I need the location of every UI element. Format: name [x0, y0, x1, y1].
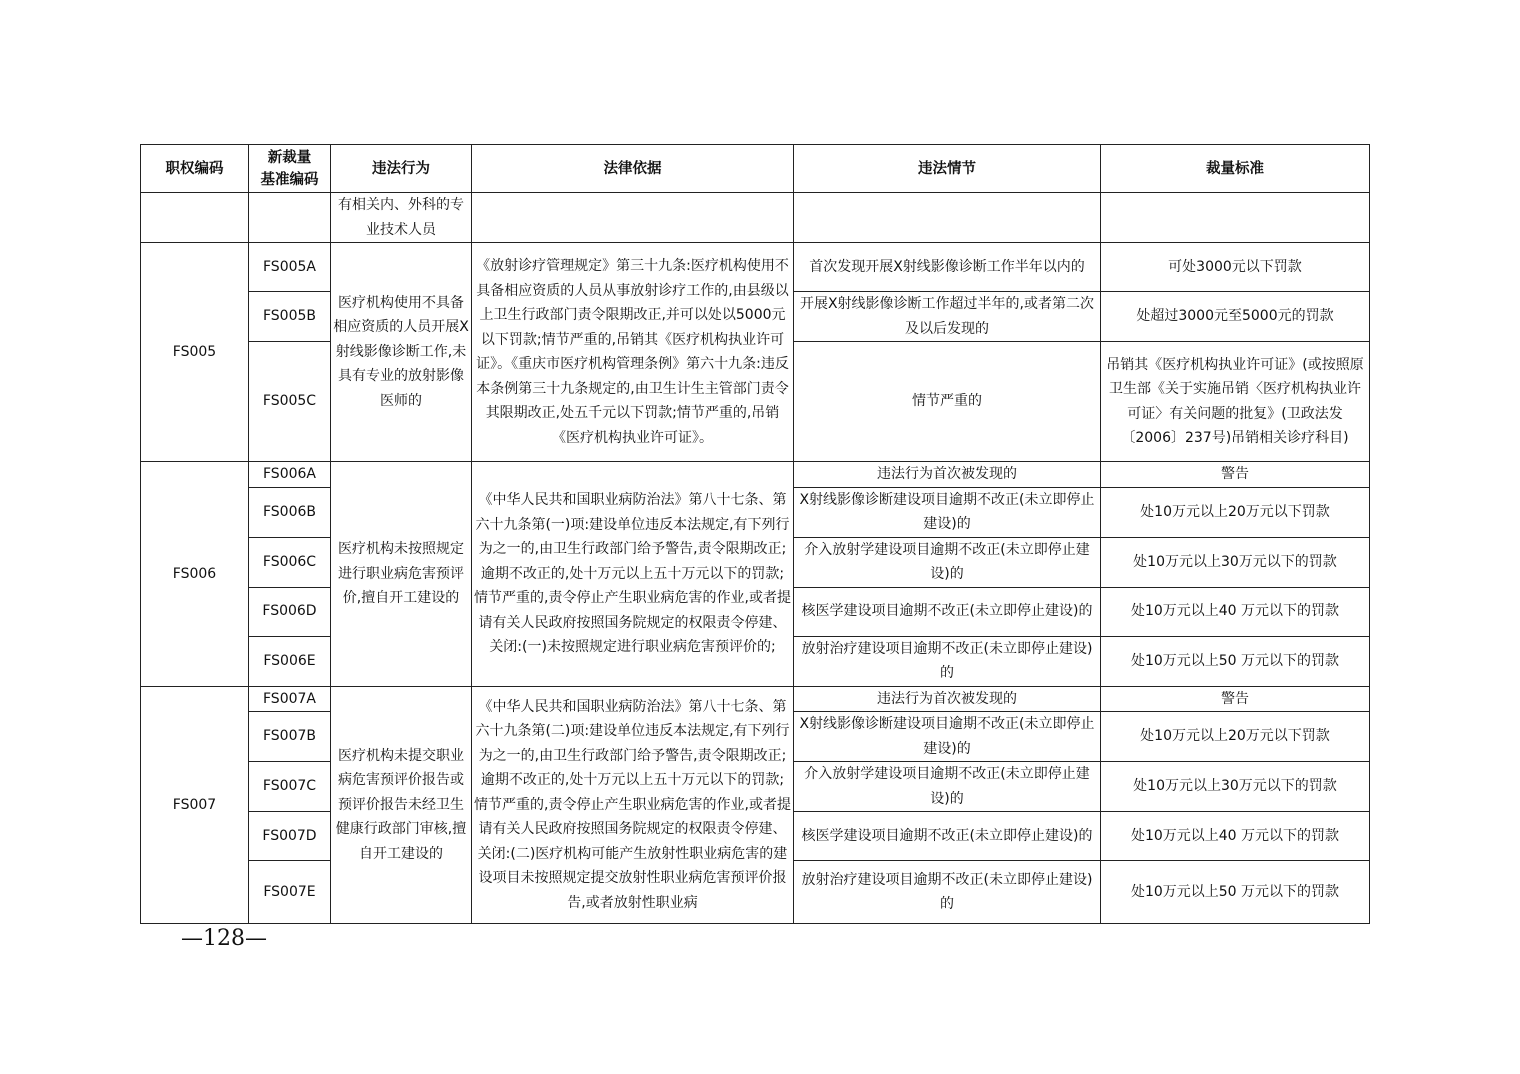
- fs007d-standard: 处10万元以上40 万元以下的罚款: [1101, 812, 1370, 861]
- fs007-violation: 医疗机构未提交职业病危害预评价报告或预评价报告未经卫生健康行政部门审核,擅自开工建设的: [331, 686, 472, 924]
- fs005c-standard: 吊销其《医疗机构执业许可证》(或按照原卫生部《关于实施吊销〈医疗机构执业许可证〉有关问题的批复》(卫政法发〔2006〕237号)吊销相关诊疗科目): [1101, 342, 1370, 462]
- fs006c-circumstance: 介入放射学建设项目逾期不改正(未立即停止建设)的: [794, 537, 1101, 587]
- fs006e-standard: 处10万元以上50 万元以下的罚款: [1101, 636, 1370, 686]
- header-row: [141, 145, 1370, 193]
- fs007d-code: FS007D: [249, 812, 331, 861]
- fs005b-standard: 处超过3000元至5000元的罚款: [1101, 292, 1370, 342]
- fs007a-code: FS007A: [249, 686, 331, 712]
- header-new-code: 新裁量 基准编码: [249, 145, 331, 193]
- fs007-code: FS007: [141, 686, 249, 924]
- fs005-violation: 医疗机构使用不具备相应资质的人员开展X射线影像诊断工作,未具有专业的放射影像医师的: [331, 243, 472, 462]
- fs007b-standard: 处10万元以上20万元以下罚款: [1101, 712, 1370, 762]
- header-code: 职权编码: [141, 145, 249, 193]
- penalty-discretion-table: [140, 144, 1370, 924]
- fs005a-circumstance: 首次发现开展X射线影像诊断工作半年以内的: [794, 243, 1101, 292]
- fs005a-standard: 可处3000元以下罚款: [1101, 243, 1370, 292]
- fs007-basis: 《中华人民共和国职业病防治法》第八十七条、第六十九条第(二)项:建设单位违反本法规定,有下列行为之一的,由卫生行政部门给予警告,责令限期改正;逾期不改正的,处十万元以上五十万元以下的罚款;情节严重的,责令停止产生职业病危害的作业,或者提请有关人民政府按照国务院规定的权限责令停建、关闭:(二)医疗机构可能产生放射性职业病危害的建设项目未按照规定提交放射性职业病危害预评价报告,或者放射性职业病: [472, 686, 794, 924]
- continuation-violation: 有相关内、外科的专业技术人员: [331, 193, 472, 243]
- continuation-new-code-cell: [249, 193, 331, 243]
- header-violation: 违法行为: [331, 145, 472, 193]
- fs007e-code: FS007E: [249, 861, 331, 924]
- fs007e-circumstance: 放射治疗建设项目逾期不改正(未立即停止建设)的: [794, 861, 1101, 924]
- table-row: [141, 462, 1370, 488]
- fs006b-circumstance: X射线影像诊断建设项目逾期不改正(未立即停止建设)的: [794, 487, 1101, 537]
- fs007e-standard: 处10万元以上50 万元以下的罚款: [1101, 861, 1370, 924]
- fs006-basis: 《中华人民共和国职业病防治法》第八十七条、第六十九条第(一)项:建设单位违反本法规定,有下列行为之一的,由卫生行政部门给予警告,责令限期改正;逾期不改正的,处十万元以上五十万元以下的罚款;情节严重的,责令停止产生职业病危害的作业,或者提请有关人民政府按照国务院规定的权限责令停建、关闭:(一)未按照规定进行职业病危害预评价的;: [472, 462, 794, 687]
- fs007d-circumstance: 核医学建设项目逾期不改正(未立即停止建设)的: [794, 812, 1101, 861]
- continuation-row: [141, 193, 1370, 243]
- fs006c-standard: 处10万元以上30万元以下的罚款: [1101, 537, 1370, 587]
- fs006-code: FS006: [141, 462, 249, 687]
- fs005c-circumstance: 情节严重的: [794, 342, 1101, 462]
- continuation-basis-cell: [472, 193, 794, 243]
- fs005-basis: 《放射诊疗管理规定》第三十九条:医疗机构使用不具备相应资质的人员从事放射诊疗工作的,由县级以上卫生行政部门责令限期改正,并可以处以5000元以下罚款;情节严重的,吊销其《医疗机构执业许可证》。《重庆市医疗机构管理条例》第六十九条:违反本条例第三十九条规定的,由卫生计生主管部门责令其限期改正,处五千元以下罚款;情节严重的,吊销《医疗机构执业许可证》。: [472, 243, 794, 462]
- fs005-code: FS005: [141, 243, 249, 462]
- fs006-violation: 医疗机构未按照规定进行职业病危害预评价,擅自开工建设的: [331, 462, 472, 687]
- fs005a-code: FS005A: [249, 243, 331, 292]
- fs005c-code: FS005C: [249, 342, 331, 462]
- fs006e-code: FS006E: [249, 636, 331, 686]
- fs006b-standard: 处10万元以上20万元以下罚款: [1101, 487, 1370, 537]
- fs007b-code: FS007B: [249, 712, 331, 762]
- continuation-circumstance-cell: [794, 193, 1101, 243]
- fs006a-circumstance: 违法行为首次被发现的: [794, 462, 1101, 488]
- table-row: [141, 243, 1370, 292]
- header-standard: 裁量标准: [1101, 145, 1370, 193]
- fs005b-circumstance: 开展X射线影像诊断工作超过半年的,或者第二次及以后发现的: [794, 292, 1101, 342]
- fs006d-circumstance: 核医学建设项目逾期不改正(未立即停止建设)的: [794, 587, 1101, 636]
- fs007c-code: FS007C: [249, 762, 331, 812]
- fs006e-circumstance: 放射治疗建设项目逾期不改正(未立即停止建设)的: [794, 636, 1101, 686]
- fs006c-code: FS006C: [249, 537, 331, 587]
- header-basis: 法律依据: [472, 145, 794, 193]
- fs006a-standard: 警告: [1101, 462, 1370, 488]
- fs005b-code: FS005B: [249, 292, 331, 342]
- fs006d-code: FS006D: [249, 587, 331, 636]
- continuation-code-cell: [141, 193, 249, 243]
- fs006b-code: FS006B: [249, 487, 331, 537]
- fs007c-standard: 处10万元以上30万元以下的罚款: [1101, 762, 1370, 812]
- continuation-standard-cell: [1101, 193, 1370, 243]
- header-circumstance: 违法情节: [794, 145, 1101, 193]
- fs007b-circumstance: X射线影像诊断建设项目逾期不改正(未立即停止建设)的: [794, 712, 1101, 762]
- page-number: —128—: [181, 926, 267, 951]
- fs006d-standard: 处10万元以上40 万元以下的罚款: [1101, 587, 1370, 636]
- fs007a-standard: 警告: [1101, 686, 1370, 712]
- fs007a-circumstance: 违法行为首次被发现的: [794, 686, 1101, 712]
- fs006a-code: FS006A: [249, 462, 331, 488]
- table-row: [141, 686, 1370, 712]
- fs007c-circumstance: 介入放射学建设项目逾期不改正(未立即停止建设)的: [794, 762, 1101, 812]
